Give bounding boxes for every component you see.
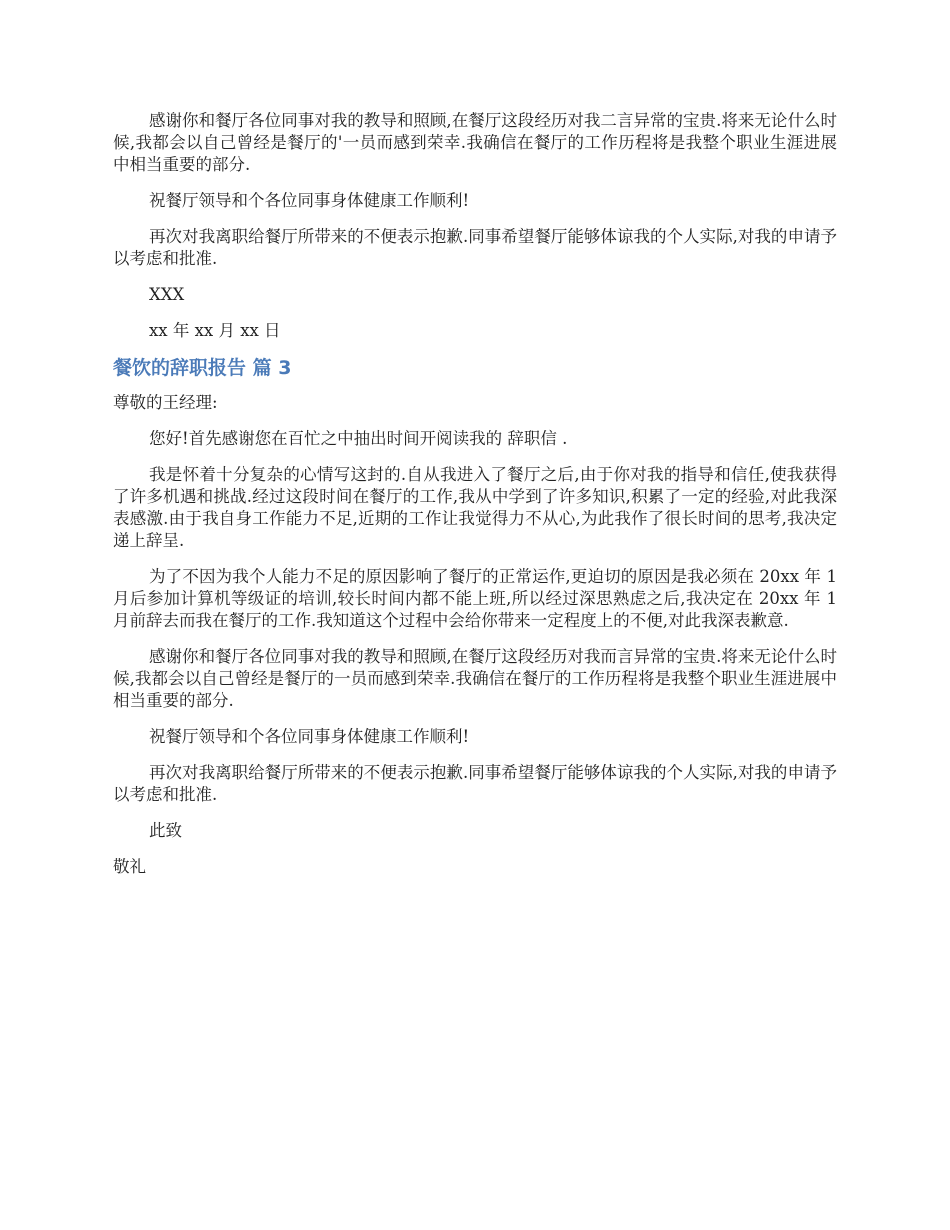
thanks-paragraph-2: 感谢你和餐厅各位同事对我的教导和照顾,在餐厅这段经历对我而言异常的宝贵.将来无论什么时候,我都会以自己曾经是餐厅的一员而感到荣幸.我确信在餐厅的工作历程将是我整个职业生涯进展中相当重要的部分. <box>113 647 837 710</box>
greeting-paragraph: 您好!首先感谢您在百忙之中抽出时间开阅读我的 辞职信 . <box>149 429 568 448</box>
apology-paragraph: 再次对我离职给餐厅所带来的不便表示抱歉.同事希望餐厅能够体谅我的个人实际,对我的申请予以考虑和批准. <box>113 227 837 268</box>
wishes-paragraph-2: 祝餐厅领导和个各位同事身体健康工作顺利! <box>149 727 470 746</box>
signature: XXX <box>149 285 185 304</box>
closing-salute: 敬礼 <box>113 857 146 876</box>
thanks-paragraph: 感谢你和餐厅各位同事对我的教导和照顾,在餐厅这段经历对我二言异常的宝贵.将来无论什么时候,我都会以自己曾经是餐厅的'一员而感到荣幸.我确信在餐厅的工作历程将是我整个职业生涯进展中相当重要的部分. <box>113 111 837 174</box>
document-page <box>113 110 837 892</box>
apology-paragraph-2: 再次对我离职给餐厅所带来的不便表示抱歉.同事希望餐厅能够体谅我的个人实际,对我的申请予以考虑和批准. <box>113 763 837 804</box>
closing-line: 此致 <box>149 821 182 840</box>
salutation: 尊敬的王经理: <box>113 393 218 412</box>
section-heading: 餐饮的辞职报告 篇 3 <box>113 357 292 379</box>
wishes-paragraph: 祝餐厅领导和个各位同事身体健康工作顺利! <box>149 191 470 210</box>
reason-paragraph: 我是怀着十分复杂的心情写这封的.自从我进入了餐厅之后,由于你对我的指导和信任,使我获得了许多机遇和挑战.经过这段时间在餐厅的工作,我从中学到了许多知识,积累了一定的经验,对此我深表感激.由于我自身工作能力不足,近期的工作让我觉得力不从心,为此我作了很长时间的思考,我决定递上辞呈. <box>113 465 837 550</box>
training-paragraph: 为了不因为我个人能力不足的原因影响了餐厅的正常运作,更迫切的原因是我必须在 20xx 年 1 月后参加计算机等级证的培训,较长时间内都不能上班,所以经过深思熟虑之后,我决定在 20xx 年 1 月前辞去而我在餐厅的工作.我知道这个过程中会给你带来一定程度上的不便,对此我深表歉意. <box>113 567 837 630</box>
date-line: xx 年 xx 月 xx 日 <box>149 321 281 340</box>
